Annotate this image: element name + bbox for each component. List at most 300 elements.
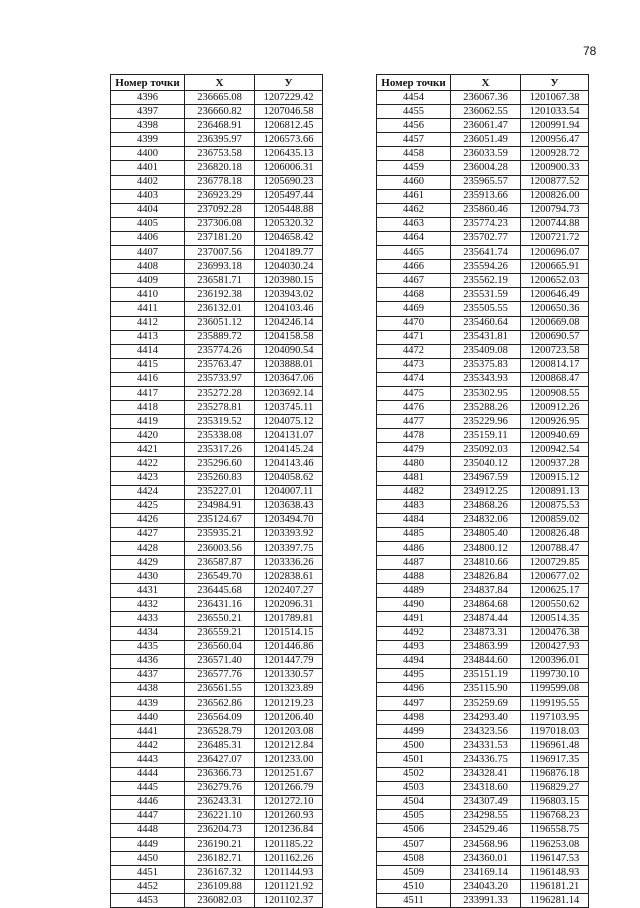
point-number-cell: 4463 — [377, 217, 451, 231]
point-number-cell: 4425 — [111, 499, 185, 513]
table-row — [377, 725, 589, 739]
y-cell: 1200550.62 — [521, 598, 589, 612]
point-number-cell: 4477 — [377, 415, 451, 429]
table-row — [377, 133, 589, 147]
table-row — [377, 837, 589, 851]
x-cell: 234874.44 — [451, 612, 521, 626]
y-cell: 1201206.40 — [255, 711, 323, 725]
x-cell: 235092.03 — [451, 443, 521, 457]
x-cell: 234868.26 — [451, 499, 521, 513]
x-cell: 236395.97 — [185, 133, 255, 147]
y-cell: 1205320.32 — [255, 217, 323, 231]
point-number-cell: 4422 — [111, 457, 185, 471]
y-cell: 1200940.69 — [521, 429, 589, 443]
table-row — [111, 105, 323, 119]
x-cell: 236550.21 — [185, 612, 255, 626]
y-cell: 1204658.42 — [255, 231, 323, 245]
table-row — [111, 795, 323, 809]
y-cell: 1200928.72 — [521, 147, 589, 161]
point-number-cell: 4469 — [377, 302, 451, 316]
y-cell: 1201121.92 — [255, 880, 323, 894]
table-row — [377, 682, 589, 696]
table-row — [111, 91, 323, 105]
x-cell: 236004.28 — [451, 161, 521, 175]
table-row — [111, 260, 323, 274]
x-cell: 234328.41 — [451, 767, 521, 781]
x-cell: 235935.21 — [185, 527, 255, 541]
point-number-cell: 4431 — [111, 584, 185, 598]
table-row — [377, 739, 589, 753]
x-cell: 236192.38 — [185, 288, 255, 302]
point-number-cell: 4452 — [111, 880, 185, 894]
point-number-cell: 4439 — [111, 697, 185, 711]
point-number-cell: 4455 — [377, 105, 451, 119]
x-cell: 236051.49 — [451, 133, 521, 147]
x-cell: 236820.18 — [185, 161, 255, 175]
table-row — [377, 640, 589, 654]
point-number-cell: 4411 — [111, 302, 185, 316]
table-row — [377, 330, 589, 344]
point-number-cell: 4473 — [377, 358, 451, 372]
table-row — [111, 147, 323, 161]
y-cell: 1200514.35 — [521, 612, 589, 626]
column-header-y: У — [521, 75, 589, 91]
x-cell: 234298.55 — [451, 809, 521, 823]
table-row — [377, 753, 589, 767]
point-number-cell: 4424 — [111, 485, 185, 499]
table-row — [377, 767, 589, 781]
x-cell: 236549.70 — [185, 570, 255, 584]
x-cell: 235431.81 — [451, 330, 521, 344]
coordinates-table-right — [376, 74, 589, 908]
x-cell: 234984.91 — [185, 499, 255, 513]
y-cell: 1200859.02 — [521, 513, 589, 527]
point-number-cell: 4498 — [377, 711, 451, 725]
point-number-cell: 4482 — [377, 485, 451, 499]
point-number-cell: 4476 — [377, 401, 451, 415]
x-cell: 236033.59 — [451, 147, 521, 161]
y-cell: 1206573.66 — [255, 133, 323, 147]
table-row — [377, 598, 589, 612]
table-row — [377, 584, 589, 598]
x-cell: 236753.58 — [185, 147, 255, 161]
table-row — [111, 682, 323, 696]
y-cell: 1201446.86 — [255, 640, 323, 654]
y-cell: 1200868.47 — [521, 372, 589, 386]
y-cell: 1200744.88 — [521, 217, 589, 231]
table-row — [377, 866, 589, 880]
y-cell: 1203745.11 — [255, 401, 323, 415]
y-cell: 1199730.10 — [521, 668, 589, 682]
x-cell: 234912.25 — [451, 485, 521, 499]
x-cell: 234864.68 — [451, 598, 521, 612]
table-row — [111, 119, 323, 133]
point-number-cell: 4488 — [377, 570, 451, 584]
point-number-cell: 4457 — [377, 133, 451, 147]
point-number-cell: 4434 — [111, 626, 185, 640]
x-cell: 236366.73 — [185, 767, 255, 781]
point-number-cell: 4435 — [111, 640, 185, 654]
column-header-x: X — [451, 75, 521, 91]
point-number-cell: 4443 — [111, 753, 185, 767]
table-row — [111, 513, 323, 527]
x-cell: 234529.46 — [451, 823, 521, 837]
y-cell: 1200650.36 — [521, 302, 589, 316]
x-cell: 234043.20 — [451, 880, 521, 894]
x-cell: 235774.26 — [185, 344, 255, 358]
point-number-cell: 4510 — [377, 880, 451, 894]
y-cell: 1201144.93 — [255, 866, 323, 880]
y-cell: 1196148.93 — [521, 866, 589, 880]
point-number-cell: 4462 — [377, 203, 451, 217]
y-cell: 1200788.47 — [521, 542, 589, 556]
point-number-cell: 4506 — [377, 823, 451, 837]
x-cell: 234826.84 — [451, 570, 521, 584]
y-cell: 1204103.46 — [255, 302, 323, 316]
y-cell: 1200721.72 — [521, 231, 589, 245]
x-cell: 235259.69 — [451, 697, 521, 711]
table-row — [377, 697, 589, 711]
y-cell: 1206006.31 — [255, 161, 323, 175]
y-cell: 1203888.01 — [255, 358, 323, 372]
table-row — [111, 711, 323, 725]
point-number-cell: 4428 — [111, 542, 185, 556]
y-cell: 1205448.88 — [255, 203, 323, 217]
y-cell: 1196558.75 — [521, 823, 589, 837]
point-number-cell: 4400 — [111, 147, 185, 161]
point-number-cell: 4403 — [111, 189, 185, 203]
y-cell: 1201266.79 — [255, 781, 323, 795]
y-cell: 1200891.13 — [521, 485, 589, 499]
table-row — [377, 457, 589, 471]
y-cell: 1203980.15 — [255, 274, 323, 288]
point-number-cell: 4484 — [377, 513, 451, 527]
x-cell: 235227.01 — [185, 485, 255, 499]
table-row — [111, 274, 323, 288]
table-row — [111, 217, 323, 231]
table-row — [111, 880, 323, 894]
table-row — [377, 612, 589, 626]
x-cell: 236993.18 — [185, 260, 255, 274]
table-row — [111, 668, 323, 682]
table-row — [377, 795, 589, 809]
point-number-cell: 4407 — [111, 246, 185, 260]
x-cell: 236665.08 — [185, 91, 255, 105]
point-number-cell: 4413 — [111, 330, 185, 344]
y-cell: 1200677.02 — [521, 570, 589, 584]
x-cell: 235229.96 — [451, 415, 521, 429]
y-cell: 1200723.58 — [521, 344, 589, 358]
table-row — [377, 443, 589, 457]
column-header-x: X — [185, 75, 255, 91]
x-cell: 236587.87 — [185, 556, 255, 570]
x-cell: 235763.47 — [185, 358, 255, 372]
y-cell: 1202407.27 — [255, 584, 323, 598]
point-number-cell: 4507 — [377, 837, 451, 851]
table-row — [111, 527, 323, 541]
column-header-point-number: Номер точки — [111, 75, 185, 91]
y-cell: 1196803.15 — [521, 795, 589, 809]
page-number: 78 — [583, 44, 597, 58]
x-cell: 236581.71 — [185, 274, 255, 288]
point-number-cell: 4456 — [377, 119, 451, 133]
y-cell: 1200826.00 — [521, 189, 589, 203]
table-row — [377, 189, 589, 203]
x-cell: 234331.53 — [451, 739, 521, 753]
x-cell: 235913.66 — [451, 189, 521, 203]
x-cell: 234832.06 — [451, 513, 521, 527]
table-row — [111, 175, 323, 189]
x-cell: 236051.12 — [185, 316, 255, 330]
x-cell: 237007.56 — [185, 246, 255, 260]
point-number-cell: 4458 — [377, 147, 451, 161]
x-cell: 235159.11 — [451, 429, 521, 443]
y-cell: 1203943.02 — [255, 288, 323, 302]
table-row — [377, 217, 589, 231]
y-cell: 1200794.73 — [521, 203, 589, 217]
table-row — [377, 372, 589, 386]
x-cell: 234873.31 — [451, 626, 521, 640]
x-cell: 236571.40 — [185, 654, 255, 668]
y-cell: 1203393.92 — [255, 527, 323, 541]
y-cell: 1196917.35 — [521, 753, 589, 767]
table-row — [111, 654, 323, 668]
x-cell: 236067.36 — [451, 91, 521, 105]
point-number-cell: 4490 — [377, 598, 451, 612]
x-cell: 235774.23 — [451, 217, 521, 231]
y-cell: 1201272.10 — [255, 795, 323, 809]
y-cell: 1201514.15 — [255, 626, 323, 640]
table-row — [111, 542, 323, 556]
y-cell: 1202096.31 — [255, 598, 323, 612]
x-cell: 235278.81 — [185, 401, 255, 415]
column-header-y: У — [255, 75, 323, 91]
x-cell: 236560.04 — [185, 640, 255, 654]
table-row — [377, 654, 589, 668]
y-cell: 1203494.70 — [255, 513, 323, 527]
point-number-cell: 4461 — [377, 189, 451, 203]
coordinates-table-left — [110, 74, 323, 908]
point-number-cell: 4499 — [377, 725, 451, 739]
y-cell: 1196281.14 — [521, 894, 589, 908]
x-cell: 234336.75 — [451, 753, 521, 767]
point-number-cell: 4427 — [111, 527, 185, 541]
y-cell: 1204189.77 — [255, 246, 323, 260]
point-number-cell: 4479 — [377, 443, 451, 457]
x-cell: 237306.08 — [185, 217, 255, 231]
y-cell: 1201251.67 — [255, 767, 323, 781]
table-row — [111, 499, 323, 513]
y-cell: 1201323.89 — [255, 682, 323, 696]
y-cell: 1204143.46 — [255, 457, 323, 471]
y-cell: 1200926.95 — [521, 415, 589, 429]
y-cell: 1204058.62 — [255, 471, 323, 485]
table-row — [111, 386, 323, 400]
y-cell: 1196147.53 — [521, 852, 589, 866]
y-cell: 1201185.22 — [255, 837, 323, 851]
table-row — [111, 584, 323, 598]
table-row — [111, 612, 323, 626]
x-cell: 236564.09 — [185, 711, 255, 725]
table-row — [377, 147, 589, 161]
y-cell: 1201330.57 — [255, 668, 323, 682]
table-row — [377, 626, 589, 640]
table-row — [377, 203, 589, 217]
point-number-cell: 4483 — [377, 499, 451, 513]
point-number-cell: 4471 — [377, 330, 451, 344]
table-row — [377, 894, 589, 908]
table-row — [377, 105, 589, 119]
y-cell: 1197018.03 — [521, 725, 589, 739]
y-cell: 1200476.38 — [521, 626, 589, 640]
y-cell: 1201033.54 — [521, 105, 589, 119]
point-number-cell: 4437 — [111, 668, 185, 682]
point-number-cell: 4423 — [111, 471, 185, 485]
y-cell: 1200877.52 — [521, 175, 589, 189]
table-row — [111, 471, 323, 485]
table-row — [111, 231, 323, 245]
y-cell: 1201067.38 — [521, 91, 589, 105]
y-cell: 1200665.91 — [521, 260, 589, 274]
point-number-cell: 4504 — [377, 795, 451, 809]
table-row — [377, 415, 589, 429]
table-row — [377, 556, 589, 570]
table-row — [377, 499, 589, 513]
y-cell: 1200991.94 — [521, 119, 589, 133]
x-cell: 236427.07 — [185, 753, 255, 767]
point-number-cell: 4440 — [111, 711, 185, 725]
x-cell: 235115.90 — [451, 682, 521, 696]
y-cell: 1196961.48 — [521, 739, 589, 753]
point-number-cell: 4416 — [111, 372, 185, 386]
point-number-cell: 4433 — [111, 612, 185, 626]
x-cell: 234568.96 — [451, 837, 521, 851]
point-number-cell: 4397 — [111, 105, 185, 119]
y-cell: 1200652.03 — [521, 274, 589, 288]
point-number-cell: 4444 — [111, 767, 185, 781]
x-cell: 236061.47 — [451, 119, 521, 133]
y-cell: 1201102.37 — [255, 894, 323, 908]
table-row — [377, 288, 589, 302]
table-row — [111, 753, 323, 767]
table-row — [111, 598, 323, 612]
point-number-cell: 4412 — [111, 316, 185, 330]
column-header-point-number: Номер точки — [377, 75, 451, 91]
x-cell: 235338.08 — [185, 429, 255, 443]
y-cell: 1206812.45 — [255, 119, 323, 133]
point-number-cell: 4467 — [377, 274, 451, 288]
table-row — [111, 767, 323, 781]
y-cell: 1200912.26 — [521, 401, 589, 415]
y-cell: 1200875.53 — [521, 499, 589, 513]
x-cell: 235375.83 — [451, 358, 521, 372]
x-cell: 235505.55 — [451, 302, 521, 316]
x-cell: 236279.76 — [185, 781, 255, 795]
table-row — [111, 894, 323, 908]
x-cell: 234967.59 — [451, 471, 521, 485]
table-row — [377, 823, 589, 837]
table-row — [111, 330, 323, 344]
x-cell: 234837.84 — [451, 584, 521, 598]
point-number-cell: 4460 — [377, 175, 451, 189]
point-number-cell: 4426 — [111, 513, 185, 527]
table-row — [111, 570, 323, 584]
table-row — [111, 837, 323, 851]
y-cell: 1207046.58 — [255, 105, 323, 119]
y-cell: 1201212.84 — [255, 739, 323, 753]
x-cell: 236132.01 — [185, 302, 255, 316]
table-row — [377, 401, 589, 415]
y-cell: 1204007.11 — [255, 485, 323, 499]
y-cell: 1201203.08 — [255, 725, 323, 739]
point-number-cell: 4449 — [111, 837, 185, 851]
table-row — [377, 302, 589, 316]
table-row — [377, 119, 589, 133]
table-row — [111, 429, 323, 443]
x-cell: 236923.29 — [185, 189, 255, 203]
y-cell: 1206435.13 — [255, 147, 323, 161]
point-number-cell: 4447 — [111, 809, 185, 823]
point-number-cell: 4454 — [377, 91, 451, 105]
x-cell: 235124.67 — [185, 513, 255, 527]
x-cell: 236660.82 — [185, 105, 255, 119]
point-number-cell: 4408 — [111, 260, 185, 274]
point-number-cell: 4487 — [377, 556, 451, 570]
point-number-cell: 4417 — [111, 386, 185, 400]
table-row — [111, 189, 323, 203]
x-cell: 235860.46 — [451, 203, 521, 217]
x-cell: 236562.86 — [185, 697, 255, 711]
table-header-row — [111, 75, 323, 91]
point-number-cell: 4421 — [111, 443, 185, 457]
x-cell: 235702.77 — [451, 231, 521, 245]
y-cell: 1196876.18 — [521, 767, 589, 781]
x-cell: 235319.52 — [185, 415, 255, 429]
point-number-cell: 4481 — [377, 471, 451, 485]
y-cell: 1200646.49 — [521, 288, 589, 302]
y-cell: 1203692.14 — [255, 386, 323, 400]
y-cell: 1200427.93 — [521, 640, 589, 654]
point-number-cell: 4415 — [111, 358, 185, 372]
table-row — [377, 570, 589, 584]
x-cell: 235302.95 — [451, 386, 521, 400]
table-row — [377, 485, 589, 499]
point-number-cell: 4508 — [377, 852, 451, 866]
table-row — [111, 358, 323, 372]
table-row — [111, 852, 323, 866]
x-cell: 234318.60 — [451, 781, 521, 795]
table-row — [377, 809, 589, 823]
x-cell: 235272.28 — [185, 386, 255, 400]
point-number-cell: 4442 — [111, 739, 185, 753]
table-header-row — [377, 75, 589, 91]
point-number-cell: 4509 — [377, 866, 451, 880]
y-cell: 1196768.23 — [521, 809, 589, 823]
y-cell: 1201236.84 — [255, 823, 323, 837]
point-number-cell: 4489 — [377, 584, 451, 598]
y-cell: 1203647.06 — [255, 372, 323, 386]
point-number-cell: 4497 — [377, 697, 451, 711]
y-cell: 1204158.58 — [255, 330, 323, 344]
y-cell: 1204075.12 — [255, 415, 323, 429]
table-row — [377, 274, 589, 288]
y-cell: 1196253.08 — [521, 837, 589, 851]
y-cell: 1197103.95 — [521, 711, 589, 725]
x-cell: 236528.79 — [185, 725, 255, 739]
y-cell: 1202838.61 — [255, 570, 323, 584]
table-row — [111, 415, 323, 429]
x-cell: 235343.93 — [451, 372, 521, 386]
